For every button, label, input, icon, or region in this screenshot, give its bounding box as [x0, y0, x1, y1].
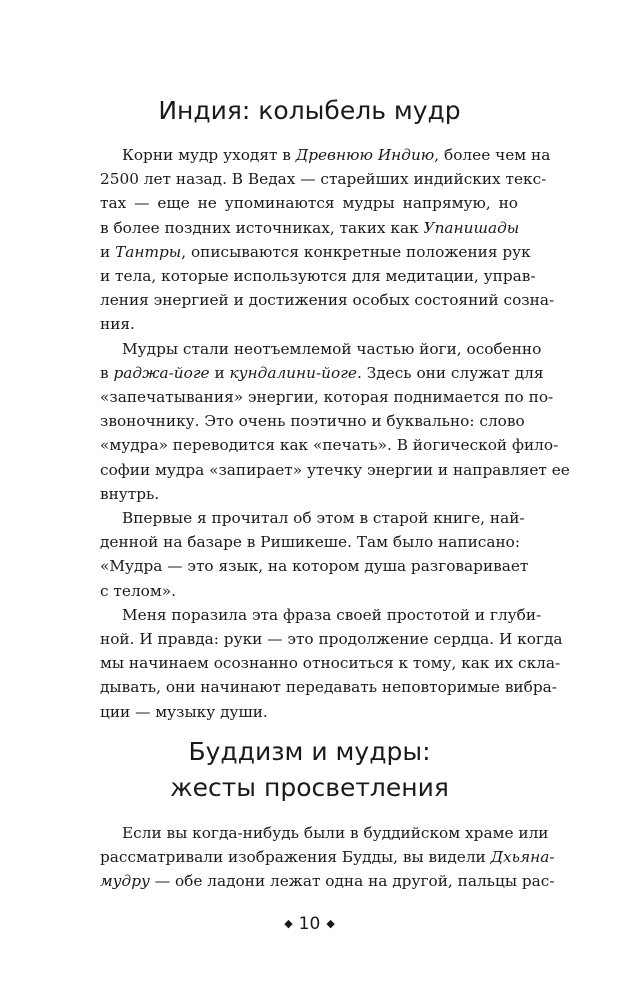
text-line	[100, 700, 518, 724]
text-line	[100, 530, 521, 554]
text-line	[100, 675, 557, 699]
text-run: рассматривали изображения Будды, вы видели	[100, 848, 491, 867]
text-run: «мудра» переводится как «печать». В йогической фило-	[100, 436, 559, 455]
text-run: в более поздних источниках, таких как	[100, 218, 424, 237]
text-run: денной на базаре в Ришикеше. Там было написано:	[100, 533, 521, 552]
paragraph	[100, 506, 529, 603]
text-run: «Мудра — это язык, на котором душа разговаривает	[100, 557, 529, 576]
text-run: софии мудра «запирает» утечку энергии и направляет ее	[100, 460, 570, 479]
text-run: и	[100, 242, 116, 261]
text-run: Мудры стали неотъемлемой частью йоги, особенно	[122, 339, 542, 358]
italic-term: мудру	[100, 872, 150, 891]
text-run: мы начинаем осознанно относиться к тому, как их скла-	[100, 654, 561, 673]
text-line	[100, 167, 547, 191]
ornament-diamond-right: ◆	[326, 917, 335, 930]
text-line	[100, 288, 555, 312]
text-run: ния.	[100, 315, 135, 334]
text-run: Корни мудр уходят в	[122, 146, 296, 164]
text-run: и	[209, 363, 230, 382]
text-line	[100, 554, 529, 578]
text-line	[100, 216, 518, 240]
text-line	[100, 506, 525, 530]
section-heading-india-text: Индия: колыбель мудр	[158, 96, 461, 125]
text-line	[100, 433, 559, 457]
section-heading-buddhism	[0, 734, 619, 806]
paragraph	[100, 143, 555, 337]
text-run: ной. И правда: руки — это продолжение сердца. И когда	[100, 630, 563, 649]
page-number: 10	[298, 914, 321, 934]
text-line	[100, 385, 554, 409]
text-line	[100, 845, 555, 869]
text-line	[100, 191, 518, 215]
text-run: дывать, они начинают передавать неповторимые вибра-	[100, 678, 557, 697]
text-run: ления энергией и достижения особых состояний созна-	[100, 291, 555, 310]
page-number-footer	[0, 913, 619, 935]
text-line	[100, 821, 549, 845]
italic-term: Дхьяна-	[490, 848, 555, 867]
text-line	[100, 458, 570, 482]
section-body-buddhism	[100, 821, 555, 894]
text-run: Если вы когда-нибудь были в буддийском храме или	[122, 824, 549, 842]
section-body-india	[100, 143, 570, 724]
text-run: тах — еще не упоминаются мудры напрямую, но	[100, 194, 518, 213]
section-heading-buddhism-line-2: жесты просветления	[170, 773, 449, 802]
text-line	[100, 579, 518, 603]
text-line	[100, 627, 563, 651]
text-run: звоночнику. Это очень поэтично и буквально: слово	[100, 412, 525, 431]
paragraph	[100, 603, 563, 724]
text-run: Меня поразила эта фраза своей простотой и глуби-	[122, 605, 542, 624]
text-line	[100, 869, 555, 893]
italic-term: кундалини-йоге	[229, 363, 357, 382]
text-line	[100, 312, 518, 336]
text-run: ции — музыку души.	[100, 702, 268, 721]
ornament-diamond-left: ◆	[284, 917, 293, 930]
text-line	[100, 143, 551, 167]
section-heading-india	[0, 93, 619, 129]
text-run: с телом».	[100, 581, 176, 600]
italic-term: Тантры	[115, 242, 182, 261]
text-line	[100, 264, 536, 288]
text-line	[100, 482, 518, 506]
text-run: , более чем на	[434, 146, 551, 164]
italic-term: Упанишады	[423, 218, 520, 237]
italic-term: раджа-йоге	[113, 363, 210, 382]
paragraph	[100, 337, 570, 506]
section-heading-buddhism-line-1: Буддизм и мудры:	[188, 737, 431, 766]
text-run: в	[100, 363, 114, 382]
text-line	[100, 409, 525, 433]
text-run: и тела, которые используются для медитации, управ-	[100, 267, 536, 286]
text-run: — обе ладони лежат одна на другой, пальцы рас-	[149, 872, 555, 891]
text-run: внутрь.	[100, 484, 160, 503]
text-run: . Здесь они служат для	[356, 363, 544, 382]
paragraph	[100, 821, 555, 894]
text-line	[100, 240, 531, 264]
text-run: , описываются конкретные положения рук	[181, 242, 531, 261]
text-line	[100, 651, 561, 675]
text-run: 2500 лет назад. В Ведах — старейших индийских текс-	[100, 170, 547, 189]
text-run: Впервые я прочитал об этом в старой книге, най-	[122, 509, 525, 528]
italic-term: Древнюю Индию	[295, 146, 435, 164]
text-line	[100, 337, 542, 361]
text-run: «запечатывания» энергии, которая поднимается по по-	[100, 388, 554, 407]
text-line	[100, 361, 544, 385]
text-line	[100, 603, 542, 627]
